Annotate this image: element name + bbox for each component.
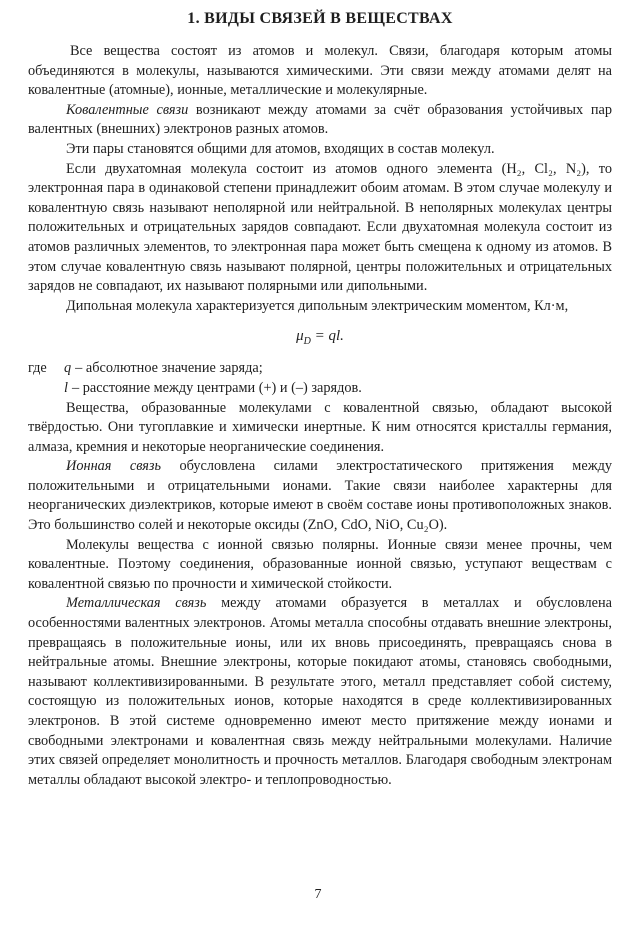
- paragraph-ionic-text: обусловлена силами электростатического притяжения между положительными и отрицательными ионами. Такие связи наиболее характерны для неорганических диэлектриков, которые имеют в своём составе ионы противоположных знаков. Это большинство солей и некоторые оксиды (ZnO, CdO, NiO, Cu₂O).: [28, 458, 612, 534]
- legend-label: где: [28, 360, 47, 377]
- formula-lhs: μ: [296, 328, 304, 345]
- formula-legend-l: [64, 379, 612, 399]
- paragraph-ionic-definition: [28, 457, 612, 535]
- paragraph-covalent-definition: [28, 101, 612, 140]
- paragraph-metallic-text: между атомами образуется в металлах и обусловлена особенностями валентных электронов. Атомы металла способны отдавать внешние электроны, превращаясь в положительные ионы, или их вновь присоединять, превращаясь снова в нейтральные атомы. Внешние электроны, которые покидают атомы, становясь свободными, называют коллективизированными. В результате этого, металл представляет собой систему, состоящую из положительных ионов, которые находятся в среде коллективизированных электронов. В этой системе одновременно имеют место притяжение между ионами и свободными электронами и ковалентная связь между нейтральными молекулами. Наличие этих связей определяет монолитность и прочность металлов. Благодаря свободным электронам металлы обладают высокой электро- и теплопроводностью.: [28, 595, 612, 788]
- legend-desc-q: – абсолютное значение заряда;: [75, 360, 263, 377]
- dipole-formula: [28, 325, 612, 353]
- term-metallic: Металлическая связь: [66, 595, 207, 612]
- formula-legend-q: [28, 359, 612, 379]
- term-covalent: Ковалентные связи: [66, 101, 189, 118]
- paragraph-polarity: Если двухатомная молекула состоит из атомов одного элемента (H₂, Cl₂, N₂), то электронная пара в одинаковой степени принадлежит обоим атомам. В этом случае молекулу и ковалентную связь называют неполярной или нейтральной. В неполярных молекулах центры положительных и отрицательных зарядов совпадают. Если двухатомная молекула состоит из атомов различных элементов, то электронная пара может быть смещена к одному из атомов. В этом случае ковалентную связь называют полярной, центры положительных и отрицательных зарядов не совпадают, их называют полярными или дипольными.: [28, 160, 612, 295]
- formula-subscript: D: [303, 336, 311, 348]
- paragraph-shared-pairs: Эти пары становятся общими для атомов, входящих в состав молекул.: [66, 140, 495, 157]
- paragraph-dipole: Дипольная молекула характеризуется дипольным электрическим моментом, Кл·м,: [66, 297, 569, 314]
- paragraph-intro: Все вещества состоят из атомов и молекул. Связи, благодаря которым атомы объединяются в молекулы, называются химическими. Эти связи между атомами делят на ковалентные (атомные), ионные, металлические и молекулярные.: [28, 43, 612, 99]
- page-number: 7: [314, 887, 322, 902]
- legend-var-q: q: [64, 360, 72, 377]
- paragraph-metallic-definition: [28, 594, 612, 790]
- section-title: 1. ВИДЫ СВЯЗЕЙ В ВЕЩЕСТВАХ: [187, 10, 453, 27]
- term-ionic: Ионная связь: [66, 458, 162, 475]
- document-page: [28, 8, 612, 790]
- legend-var-l: l: [64, 379, 68, 396]
- paragraph-ionic-properties: Молекулы вещества с ионной связью полярны. Ионные связи менее прочны, чем ковалентные. Поэтому соединения, образованные ионной связью, уступают веществам с ковалентной связью по прочности и химической стойкости.: [28, 536, 612, 592]
- formula-rhs: = ql.: [310, 328, 344, 345]
- paragraph-covalent-text: возникают между атомами за счёт образования устойчивых пар валентных (внешних) электронов разных атомов.: [28, 101, 612, 138]
- legend-desc-l: – расстояние между центрами (+) и (–) зарядов.: [71, 379, 362, 396]
- paragraph-covalent-properties: Вещества, образованные молекулами с ковалентной связью, обладают высокой твёрдостью. Они тугоплавкие и химически инертные. К ним относятся кристаллы германия, алмаза, кремния и некоторые неорганические соединения.: [28, 399, 612, 455]
